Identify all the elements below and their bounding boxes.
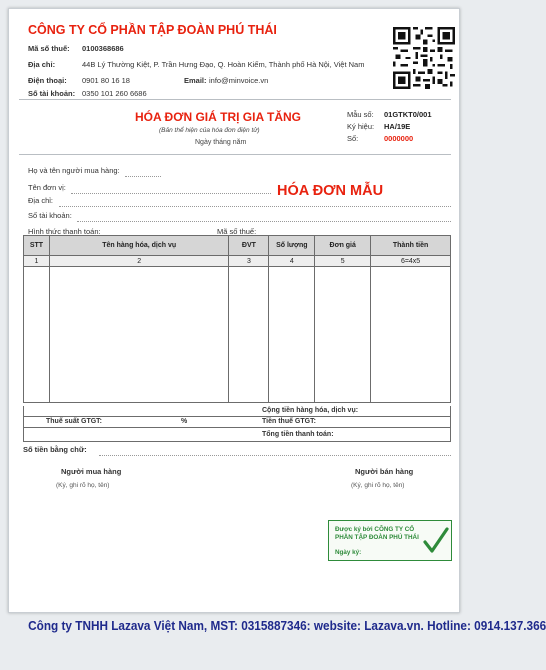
tax-value: 0100368686 [82,44,124,53]
header-unit: ĐVT [229,236,269,256]
header-name: Tên hàng hóa, dịch vụ [49,236,228,256]
buyer-address-label: Địa chỉ: [28,196,54,205]
total-row [23,428,451,442]
form-label: Mẫu số: [347,110,374,119]
vat-percent: % [181,418,188,425]
buyer-sign-note: (Ký, ghi rõ họ, tên) [56,482,110,489]
index-cell: 4 [269,256,315,267]
header-price: Đơn giá [315,236,371,256]
buyer-name-label: Họ và tên người mua hàng: [28,166,120,175]
number-label: Số: [347,134,359,143]
header-divider [19,99,451,100]
empty-cell [315,267,371,403]
amount-in-words-line [99,455,451,456]
total-label: Tổng tiền thanh toán: [262,431,334,438]
empty-cell [371,267,451,403]
footer-promo: Công ty TNHH Lazava Việt Nam, MST: 0315887346: website: Lazava.vn. Hotline: 0914.137.366 [28,618,546,633]
seller-sign-note: (Ký, ghi rõ họ, tên) [351,482,405,489]
address-value: 44B Lý Thường Kiệt, P. Trần Hưng Đạo, Q. Hoàn Kiếm, Thành phố Hà Nội, Việt Nam [82,60,365,69]
email-value: info@minvoice.vn [209,76,269,85]
number-value: 0000000 [384,134,414,143]
buyer-unit-label: Tên đơn vị: [28,183,66,192]
invoice-date: Ngày tháng năm [195,139,247,146]
seller-sign-label: Người bán hàng [355,467,414,476]
sample-stamp: HÓA ĐƠN MẪU [277,183,384,199]
buyer-account-label: Số tài khoản: [28,211,72,220]
title-divider [19,154,451,155]
digital-signature-box [328,520,452,561]
buyer-account-line [77,221,451,222]
index-cell: 5 [315,256,371,267]
header-stt: STT [24,236,50,256]
subtotal-label: Cộng tiền hàng hóa, dịch vụ: [262,407,359,414]
check-mark-icon [423,527,449,555]
buyer-address-line [59,206,451,207]
phone-value: 0901 80 16 18 [82,76,130,85]
index-cell: 2 [49,256,228,267]
buyer-name-line [125,176,161,177]
email-label: Email: [184,76,207,85]
qr-code-icon [393,27,455,89]
address-label: Địa chỉ: [28,60,56,69]
signed-date-label: Ngày ký: [335,549,362,556]
phone-label: Điện thoại: [28,76,67,85]
table-header-row [24,236,451,256]
invoice-title: HÓA ĐƠN GIÁ TRỊ GIA TĂNG [135,110,302,124]
invoice-subtitle: (Bản thể hiện của hóa đơn điện tử) [159,127,260,134]
index-cell: 1 [24,256,50,267]
buyer-sign-label: Người mua hàng [61,467,122,476]
buyer-tax-label: Mã số thuế: [217,227,257,236]
header-amount: Thành tiền [371,236,451,256]
empty-cell [269,267,315,403]
account-label: Số tài khoản: [28,89,76,98]
header-quantity: Số lượng [269,236,315,256]
table-row [24,267,451,403]
vat-row [23,417,451,428]
invoice-page [8,8,460,613]
symbol-value: HA/19E [384,122,411,131]
vat-rate-label: Thuế suất GTGT: [46,418,102,425]
empty-cell [49,267,228,403]
index-cell: 3 [229,256,269,267]
tax-label: Mã số thuế: [28,44,70,53]
signed-by-text: Được ký bởi CÔNG TY CỔ PHẦN TẬP ĐOÀN PHÚ THÁI [335,526,419,541]
table-index-row [24,256,451,267]
account-value: 0350 101 260 6686 [82,89,147,98]
buyer-unit-line [71,193,271,194]
index-cell: 6=4x5 [371,256,451,267]
vat-amount-label: Tiền thuế GTGT: [262,418,316,425]
subtotal-row [23,406,451,417]
form-value: 01GTKT0/001 [384,110,432,119]
empty-cell [229,267,269,403]
payment-label: Hình thức thanh toán: [28,227,101,236]
symbol-label: Ký hiệu: [347,122,375,131]
amount-in-words-label: Số tiền bằng chữ: [23,445,87,454]
empty-cell [24,267,50,403]
items-table [23,235,451,403]
company-name: CÔNG TY CỔ PHẦN TẬP ĐOÀN PHÚ THÁI [28,23,277,37]
